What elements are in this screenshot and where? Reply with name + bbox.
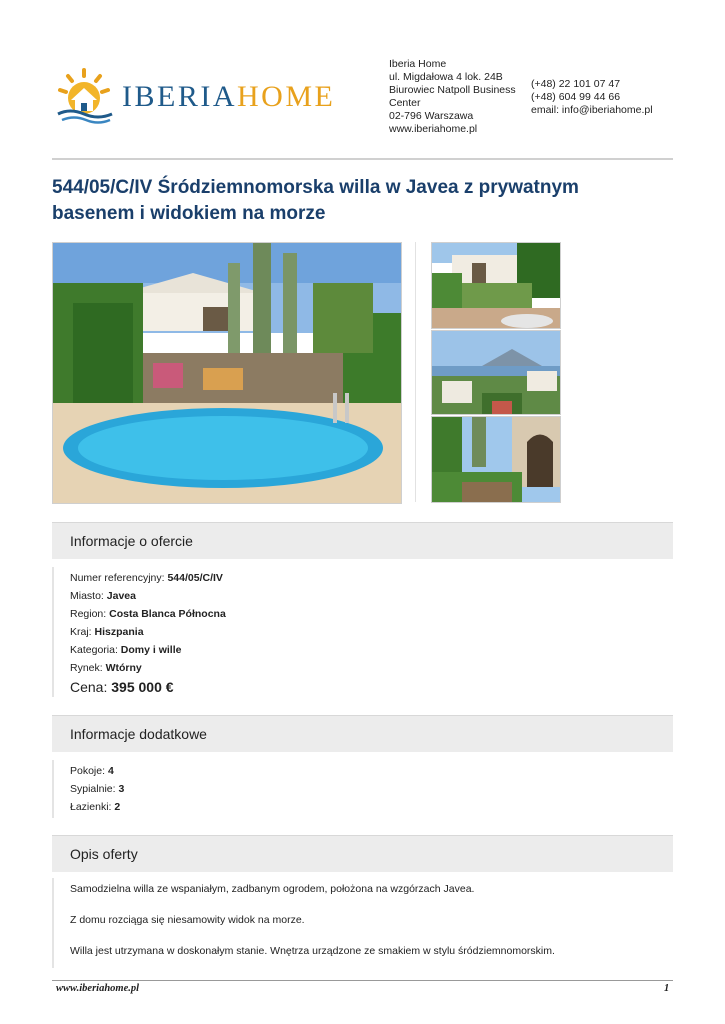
section-header-description [52,835,673,872]
listing-title: 544/05/C/IV Śródziemnomorska willa w Javea z prywatnym basenem i widokiem na morze [52,177,579,224]
phone-landline[interactable]: (+48) 22 101 07 47 [531,78,621,90]
postal-city: 02-796 Warszawa [389,110,474,122]
offer-details [52,567,675,697]
section-title-extra: Informacje dodatkowe [70,726,207,742]
iberiahome-logo[interactable] [54,66,354,126]
footer-website[interactable]: www.iberiahome.pl [56,983,140,994]
field-country: Kraj: Hiszpania [70,626,144,638]
field-market: Rynek: Wtórny [70,662,142,674]
field-bedrooms: Sypialnie: 3 [70,783,125,795]
company-address [389,58,524,136]
company-phones [531,78,653,117]
logo-text-iberia: IBERIA [122,80,237,113]
email-link[interactable]: email: info@iberiahome.pl [531,104,653,116]
header-divider [52,158,673,160]
description-paragraph: Z domu rozciąga się niesamowity widok na morze. [70,914,305,926]
field-city: Miasto: Javea [70,590,136,602]
field-reference: Numer referencyjny: 544/05/C/IV [70,572,223,584]
page-number: 1 [664,983,670,994]
field-region: Region: Costa Blanca Północna [70,608,226,620]
thumbnail-villa-garden[interactable] [431,242,561,329]
section-header-offer [52,522,673,559]
main-photo-pool[interactable] [52,242,402,504]
website-link[interactable]: www.iberiahome.pl [389,123,478,135]
section-title-description: Opis oferty [70,846,138,862]
sun-house-icon [54,66,118,126]
description-paragraph: Samodzielna willa ze wspaniałym, zadbanym ogrodem, położona na wzgórzach Javea. [70,883,475,895]
description-body [52,878,675,968]
section-header-extra [52,715,673,752]
extra-details [52,760,675,818]
company-name: Iberia Home [389,58,447,70]
description-paragraph: Willa jest utrzymana w doskonałym stanie. Wnętrza urządzone ze smakiem w stylu śródziemnomorskim. [70,945,555,957]
thumbnail-sea-view[interactable] [431,330,561,415]
field-category: Kategoria: Domy i wille [70,644,182,656]
building-name: Biurowiec Natpoll Business Center [389,84,516,109]
field-bathrooms: Łazienki: 2 [70,801,121,813]
section-title-offer: Informacje o ofercie [70,533,193,549]
street-address: ul. Migdałowa 4 lok. 24B [389,71,503,83]
logo-text-home: HOME [237,80,336,113]
field-rooms: Pokoje: 4 [70,765,114,777]
price: Cena: 395 000 € [70,679,174,695]
thumbnail-terrace[interactable] [431,416,561,503]
footer-divider [52,980,673,981]
phone-mobile[interactable]: (+48) 604 99 44 66 [531,91,621,103]
gallery-divider [415,242,416,502]
